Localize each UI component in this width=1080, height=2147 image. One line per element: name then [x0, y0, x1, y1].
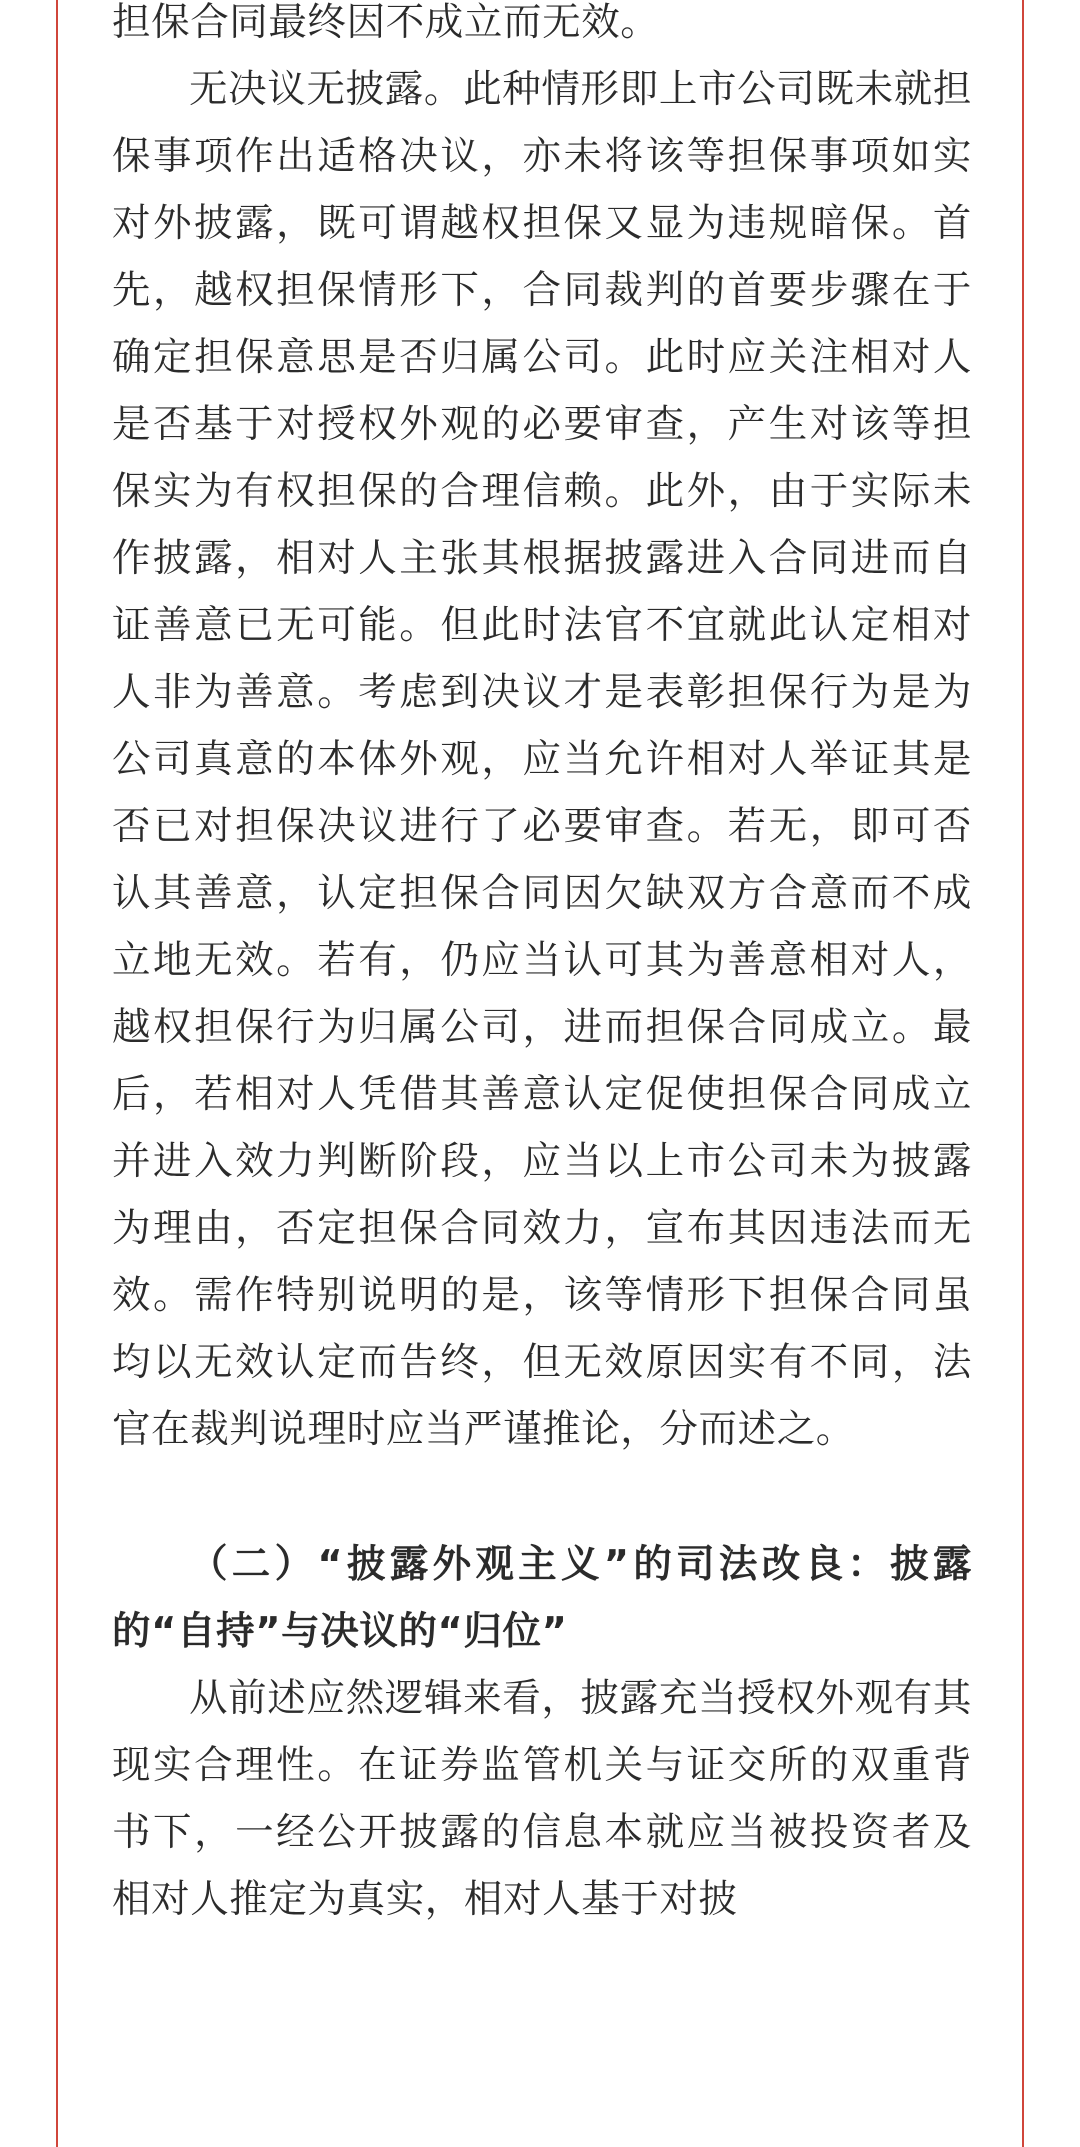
section-heading: （二）“披露外观主义”的司法改良：披露的“自持”与决议的“归位” [112, 1542, 972, 1654]
paragraph-no-resolution-no-disclosure: 无决议无披露。此种情形即上市公司既未就担保事项作出适格决议，亦未将该等担保事项如实对外披露，既可谓越权担保又显为违规暗保。首先，越权担保情形下，合同裁判的首要步骤在于确定担保意思是否归属公司。此时应关注相对人是否基于对授权外观的必要审查，产生对该等担保实为有权担保的合理信赖。此外，由于实际未作披露，相对人主张其根据披露进入合同进而自证善意已无可能。但此时法官不宜就此认定相对人非为善意。考虑到决议才是表彰担保行为是为公司真意的本体外观，应当允许相对人举证其是否已对担保决议进行了必要审查。若无，即可否认其善意，认定担保合同因欠缺双方合意而不成立地无效。若有，仍应当认可其为善意相对人，越权担保行为归属公司，进而担保合同成立。最后，若相对人凭借其善意认定促使担保合同成立并进入效力判断阶段，应当以上市公司未为披露为理由，否定担保合同效力，宣布其因违法而无效。需作特别说明的是，该等情形下担保合同虽均以无效认定而告终，但无效原因实有不同，法官在裁判说理时应当严谨推论，分而述之。 [112, 67, 972, 1452]
article-body [112, 0, 972, 1933]
paragraph-section-intro: 从前述应然逻辑来看，披露充当授权外观有其现实合理性。在证券监管机关与证交所的双重背书下，一经公开披露的信息本就应当被投资者及相对人推定为真实，相对人基于对披 [112, 1676, 972, 1922]
left-margin-rule [56, 0, 58, 2147]
paragraph-continuation: 担保合同最终因不成立而无效。 [112, 0, 660, 45]
right-margin-rule [1022, 0, 1024, 2147]
